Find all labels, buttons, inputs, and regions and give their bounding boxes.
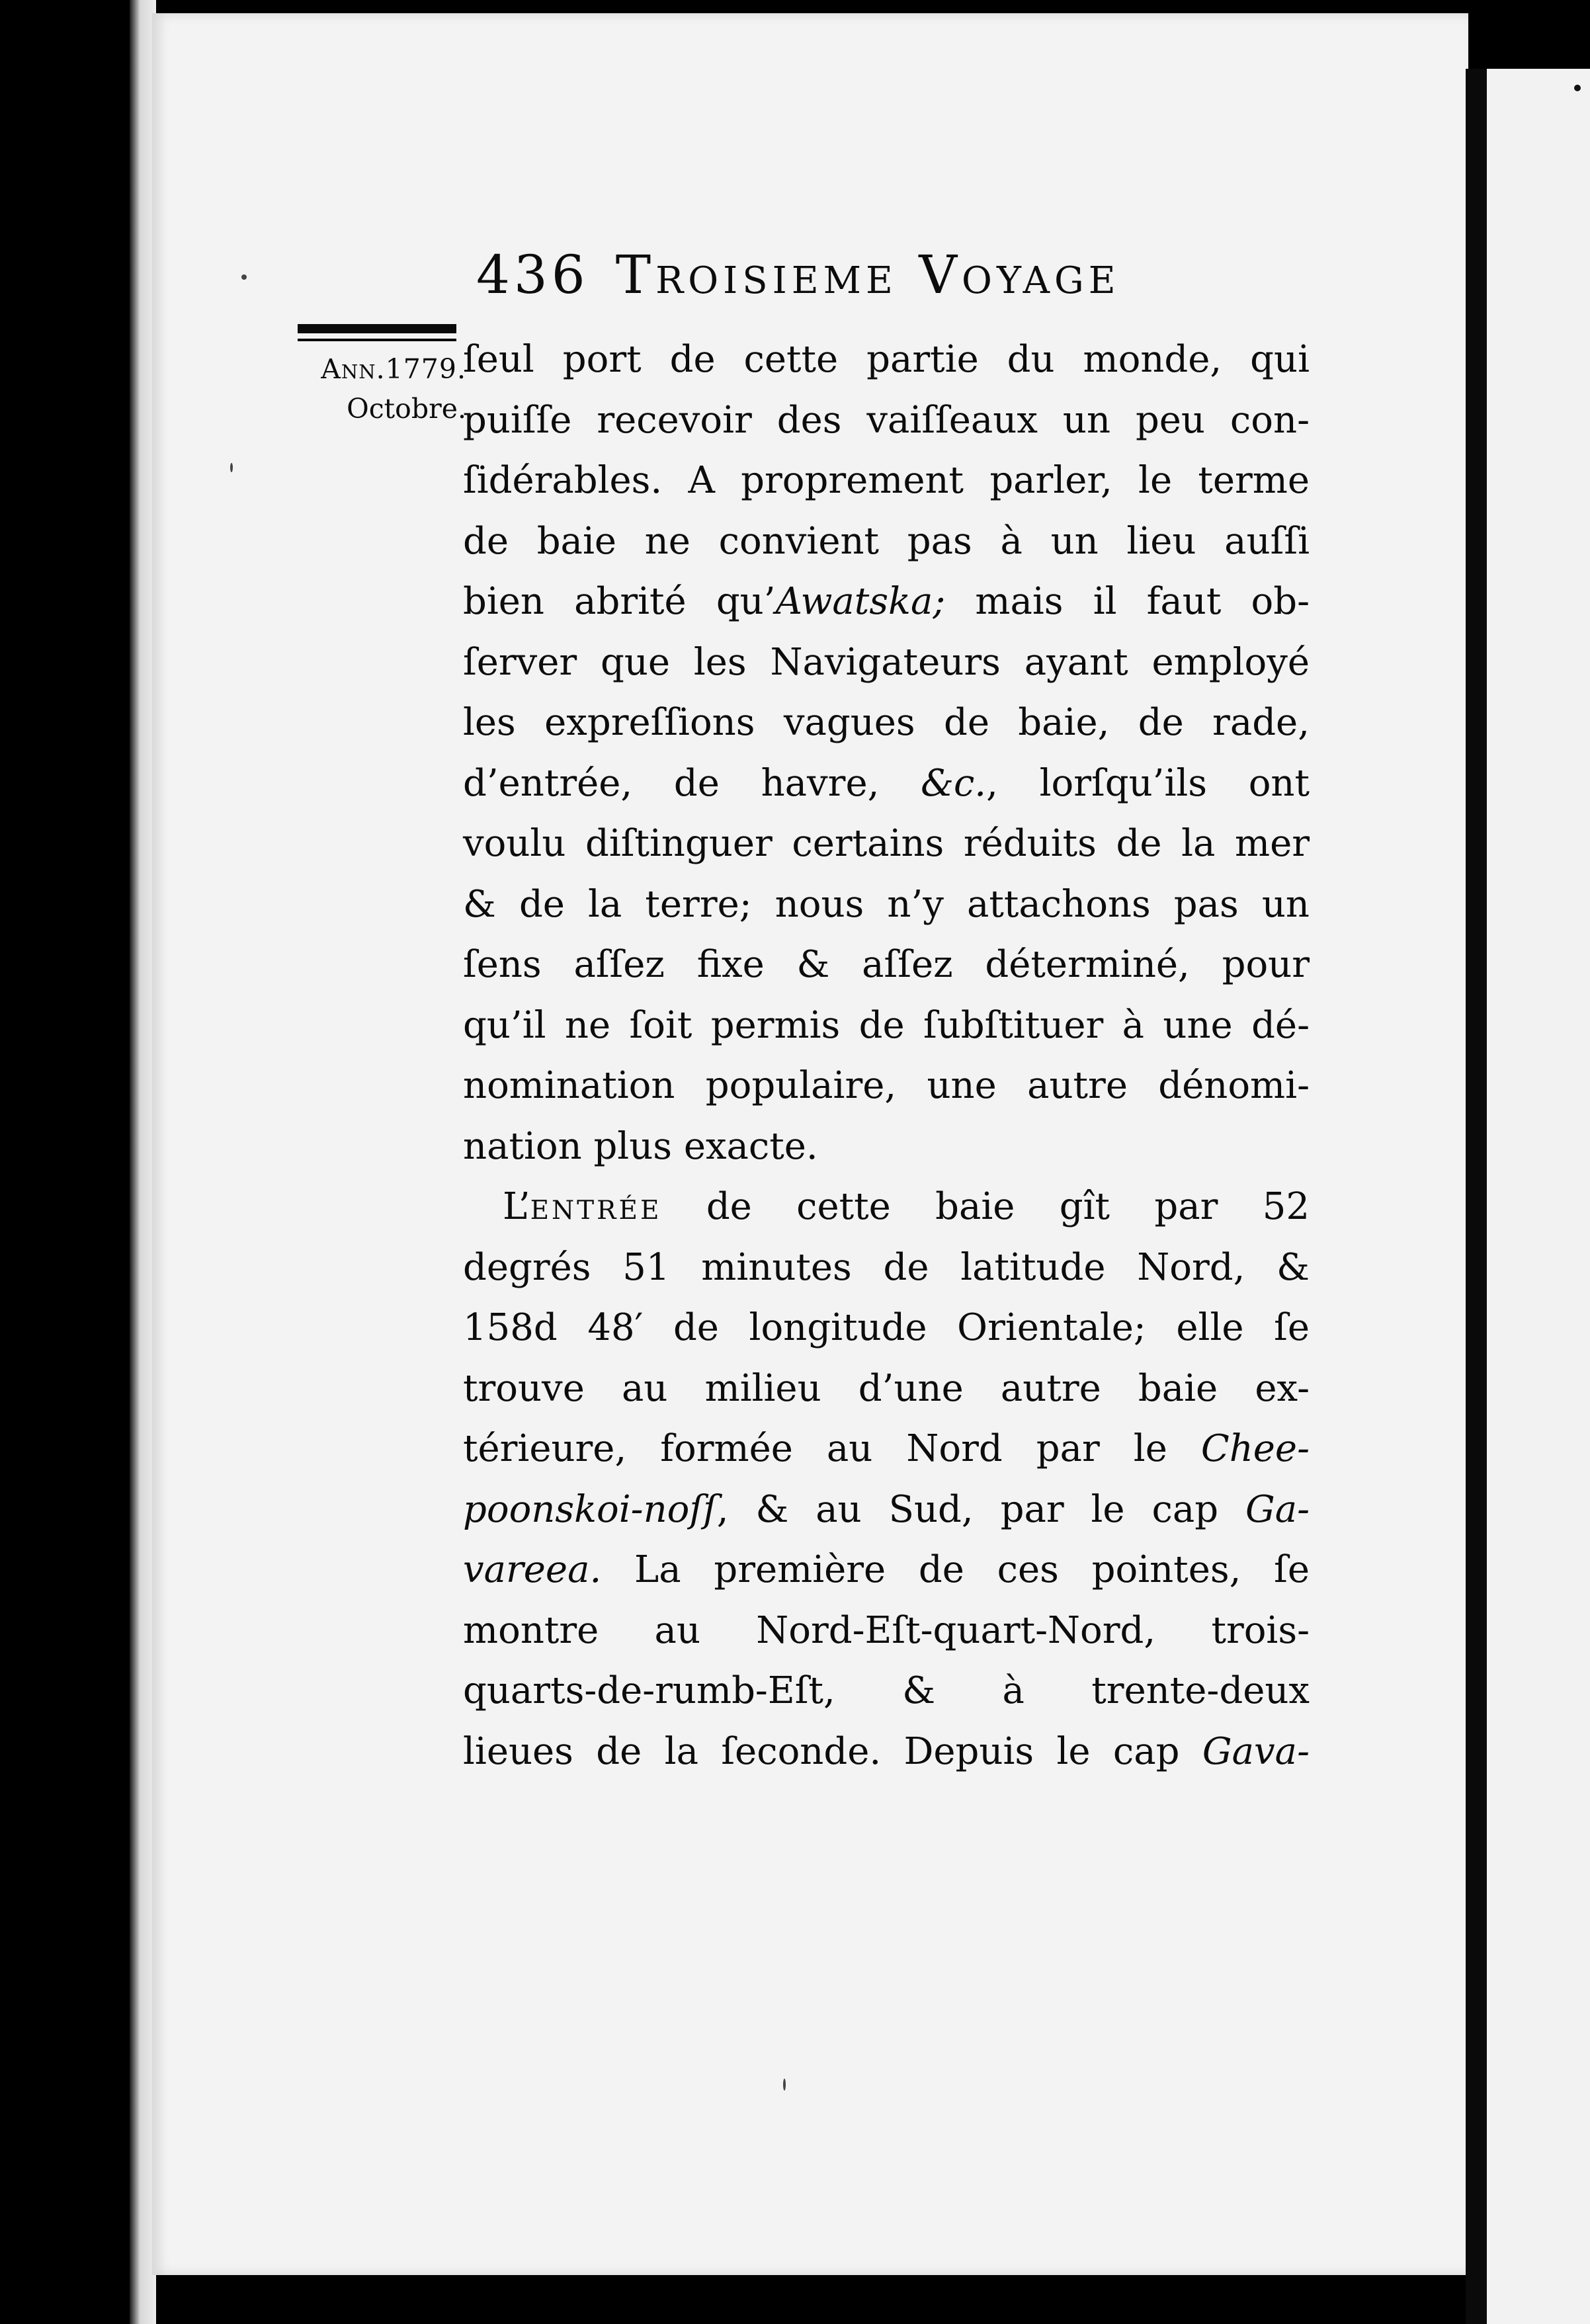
scan-speck — [783, 2079, 786, 2091]
text-line: 158d 48′ de longitude Orientale; elle ſe — [463, 1306, 1310, 1349]
small-caps-entree: entrée — [530, 1185, 662, 1228]
text-line: quarts-de-rumb-Eſt, & à trente-deux — [463, 1669, 1310, 1712]
text-line: ſens aſſez fixe & aſſez déterminé, pour — [463, 943, 1310, 986]
header-rule-thin — [298, 339, 456, 341]
text-line: térieure, formée au Nord par le Chee- — [463, 1427, 1310, 1470]
et-cetera: &c. — [921, 761, 987, 805]
text-line: & de la terre; nous n’y attachons pas un — [463, 882, 1310, 926]
place-name-poonskoi: poonskoi-noſſ — [463, 1487, 717, 1531]
text-line: lieues de la ſeconde. Depuis le cap Gava- — [463, 1729, 1310, 1773]
place-name-vareea: vareea. — [463, 1548, 602, 1591]
scan-speck — [230, 463, 233, 472]
place-name-awatska: Awatska; — [775, 580, 946, 623]
running-head — [476, 242, 1323, 308]
text-line: les expreſſions vagues de baie, de rade, — [463, 701, 1310, 744]
body-text — [463, 329, 1310, 1782]
text-line: trouve au milieu d’une autre baie ex- — [463, 1366, 1310, 1410]
place-name-ga: Ga- — [1245, 1487, 1310, 1531]
scan-speck — [241, 274, 247, 280]
text-line: de baie ne convient pas à un lieu auſſi — [463, 519, 1310, 563]
page-number: 436 — [476, 244, 589, 306]
text-line: puiſſe recevoir des vaiſſeaux un peu con- — [463, 398, 1310, 442]
margin-note-month: Octobre. — [347, 393, 466, 425]
gutter-shadow — [1466, 69, 1487, 2324]
text-line: montre au Nord-Eſt-quart-Nord, trois- — [463, 1608, 1310, 1652]
text-line: d’entrée, de havre, &c., lorſqu’ils ont — [463, 761, 1310, 805]
text-line: qu’il ne ſoit permis de ſubſtituer à une dé- — [463, 1003, 1310, 1047]
text-line: degrés 51 minutes de latitude Nord, & — [463, 1245, 1310, 1289]
header-rule — [298, 324, 456, 333]
text-line: nomination populaire, une autre dénomi- — [463, 1064, 1310, 1107]
place-name-gava: Gava- — [1202, 1729, 1310, 1773]
text-line: nation plus exacte. — [463, 1124, 818, 1168]
text-line: ſerver que les Navigateurs ayant employé — [463, 640, 1310, 684]
facing-page-edge — [1487, 69, 1590, 2324]
text-line: bien abrité qu’Awatska; mais il faut ob- — [463, 580, 1310, 623]
facing-page-mark — [1574, 85, 1581, 91]
text-line: poonskoi-noſſ, & au Sud, par le cap Ga- — [463, 1487, 1310, 1531]
text-line: ſeul port de cette partie du monde, qui — [463, 338, 1310, 381]
margin-note-year: Ann.1779. — [321, 353, 466, 385]
text-line: voulu diſtinguer certains réduits de la mer — [463, 822, 1310, 865]
text-line: L’entrée de cette baie gît par 52 — [503, 1185, 1310, 1228]
place-name-chee: Chee- — [1200, 1427, 1310, 1470]
running-title: Troisieme Voyage — [615, 244, 1120, 306]
text-line: ſidérables. A proprement parler, le terme — [463, 459, 1310, 502]
text-line: vareea. La première de ces pointes, ſe — [463, 1548, 1310, 1591]
